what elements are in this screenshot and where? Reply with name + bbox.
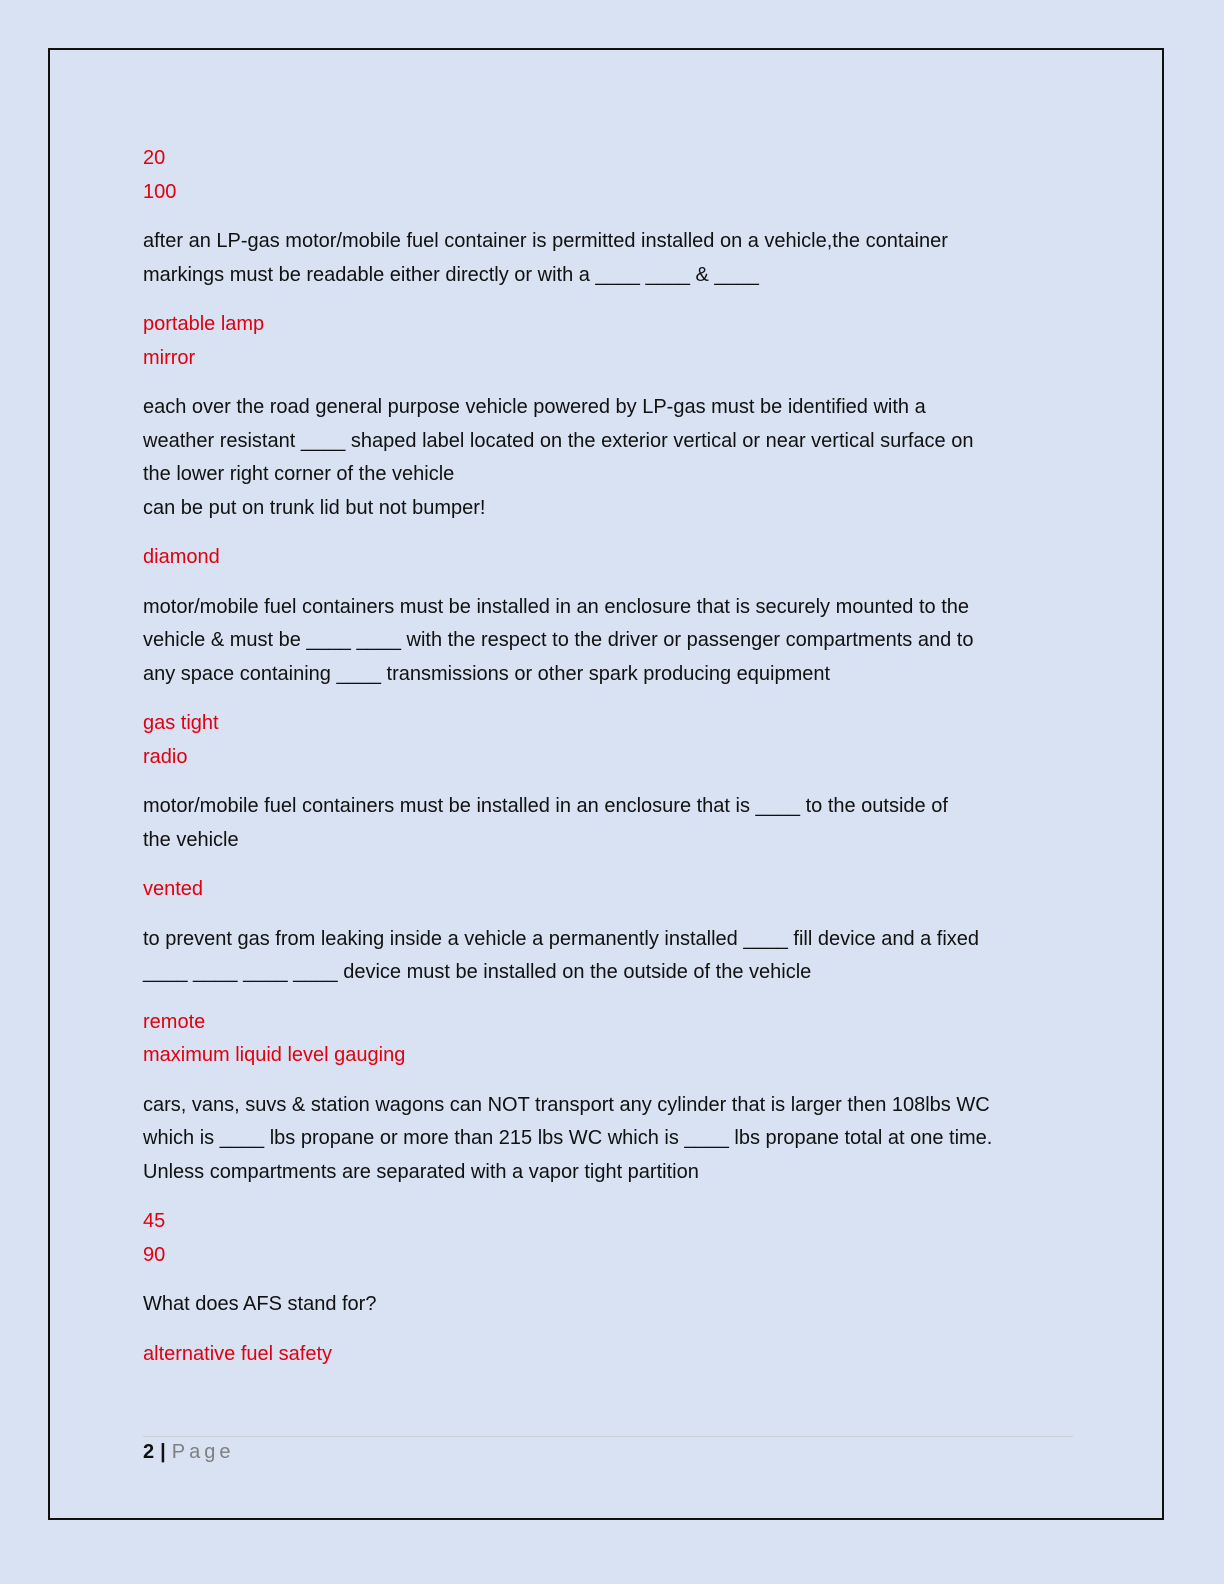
answer-block [143,142,1078,209]
answer-line: portable lamp [143,313,265,335]
answer-line: diamond [143,546,220,568]
question-line: motor/mobile fuel containers must be installed in an enclosure that is ____ to the outside of [143,795,948,817]
question-line: ____ ____ ____ ____ device must be installed on the outside of the vehicle [143,961,812,983]
question-line: each over the road general purpose vehicle powered by LP-gas must be identified with a [143,396,926,418]
question-line: can be put on trunk lid but not bumper! [143,496,486,519]
question-block [143,790,1078,857]
question-block [143,1089,1078,1190]
question-line: which is ____ lbs propane or more than 215 lbs WC which is ____ lbs propane total at one time. [143,1127,993,1149]
page-number: 2 [143,1441,155,1463]
answer-line: maximum liquid level gauging [143,1044,406,1066]
question-line: cars, vans, suvs & station wagons can NOT transport any cylinder that is larger then 108lbs WC [143,1093,990,1116]
question-block [143,923,1078,990]
answer-line: remote [143,1010,206,1033]
answer-line: radio [143,745,188,768]
question-line: What does AFS stand for? [143,1293,377,1315]
answer-block [143,308,1078,375]
question-block [143,1288,1078,1322]
footer-divider [143,1436,1073,1437]
answer-line: 20 [143,147,166,169]
question-line: Unless compartments are separated with a vapor tight partition [143,1160,699,1183]
answer-line: alternative fuel safety [143,1342,332,1365]
question-block [143,391,1078,525]
question-line: markings must be readable either directly or with a ____ ____ & ____ [143,263,759,286]
question-line: weather resistant ____ shaped label located on the exterior vertical or near vertical surface on [143,429,974,452]
answer-line: gas tight [143,712,219,734]
answer-line: 45 [143,1210,166,1232]
question-line: after an LP-gas motor/mobile fuel container is permitted installed on a vehicle,the container [143,230,948,252]
question-line: the vehicle [143,828,239,851]
question-line: to prevent gas from leaking inside a vehicle a permanently installed ____ fill device and a fixed [143,927,980,950]
answer-block [143,707,1078,774]
answer-line: mirror [143,346,196,369]
answer-line: vented [143,878,204,900]
answer-block [143,541,1078,575]
question-line: vehicle & must be ____ ____ with the respect to the driver or passenger compartments and to [143,629,974,651]
question-line: any space containing ____ transmissions or other spark producing equipment [143,662,831,685]
question-block [143,225,1078,292]
page-label: Page [171,1441,235,1463]
answer-block [143,873,1078,907]
question-line: motor/mobile fuel containers must be installed in an enclosure that is securely mounted to the [143,595,969,618]
page-footer [143,1441,234,1464]
document-body [143,142,1078,1387]
footer-separator: | [160,1441,166,1463]
answer-line: 90 [143,1243,166,1266]
answer-block [143,1006,1078,1073]
answer-line: 100 [143,180,177,203]
question-line: the lower right corner of the vehicle [143,463,455,485]
answer-block [143,1338,1078,1372]
answer-block [143,1205,1078,1272]
question-block [143,591,1078,692]
